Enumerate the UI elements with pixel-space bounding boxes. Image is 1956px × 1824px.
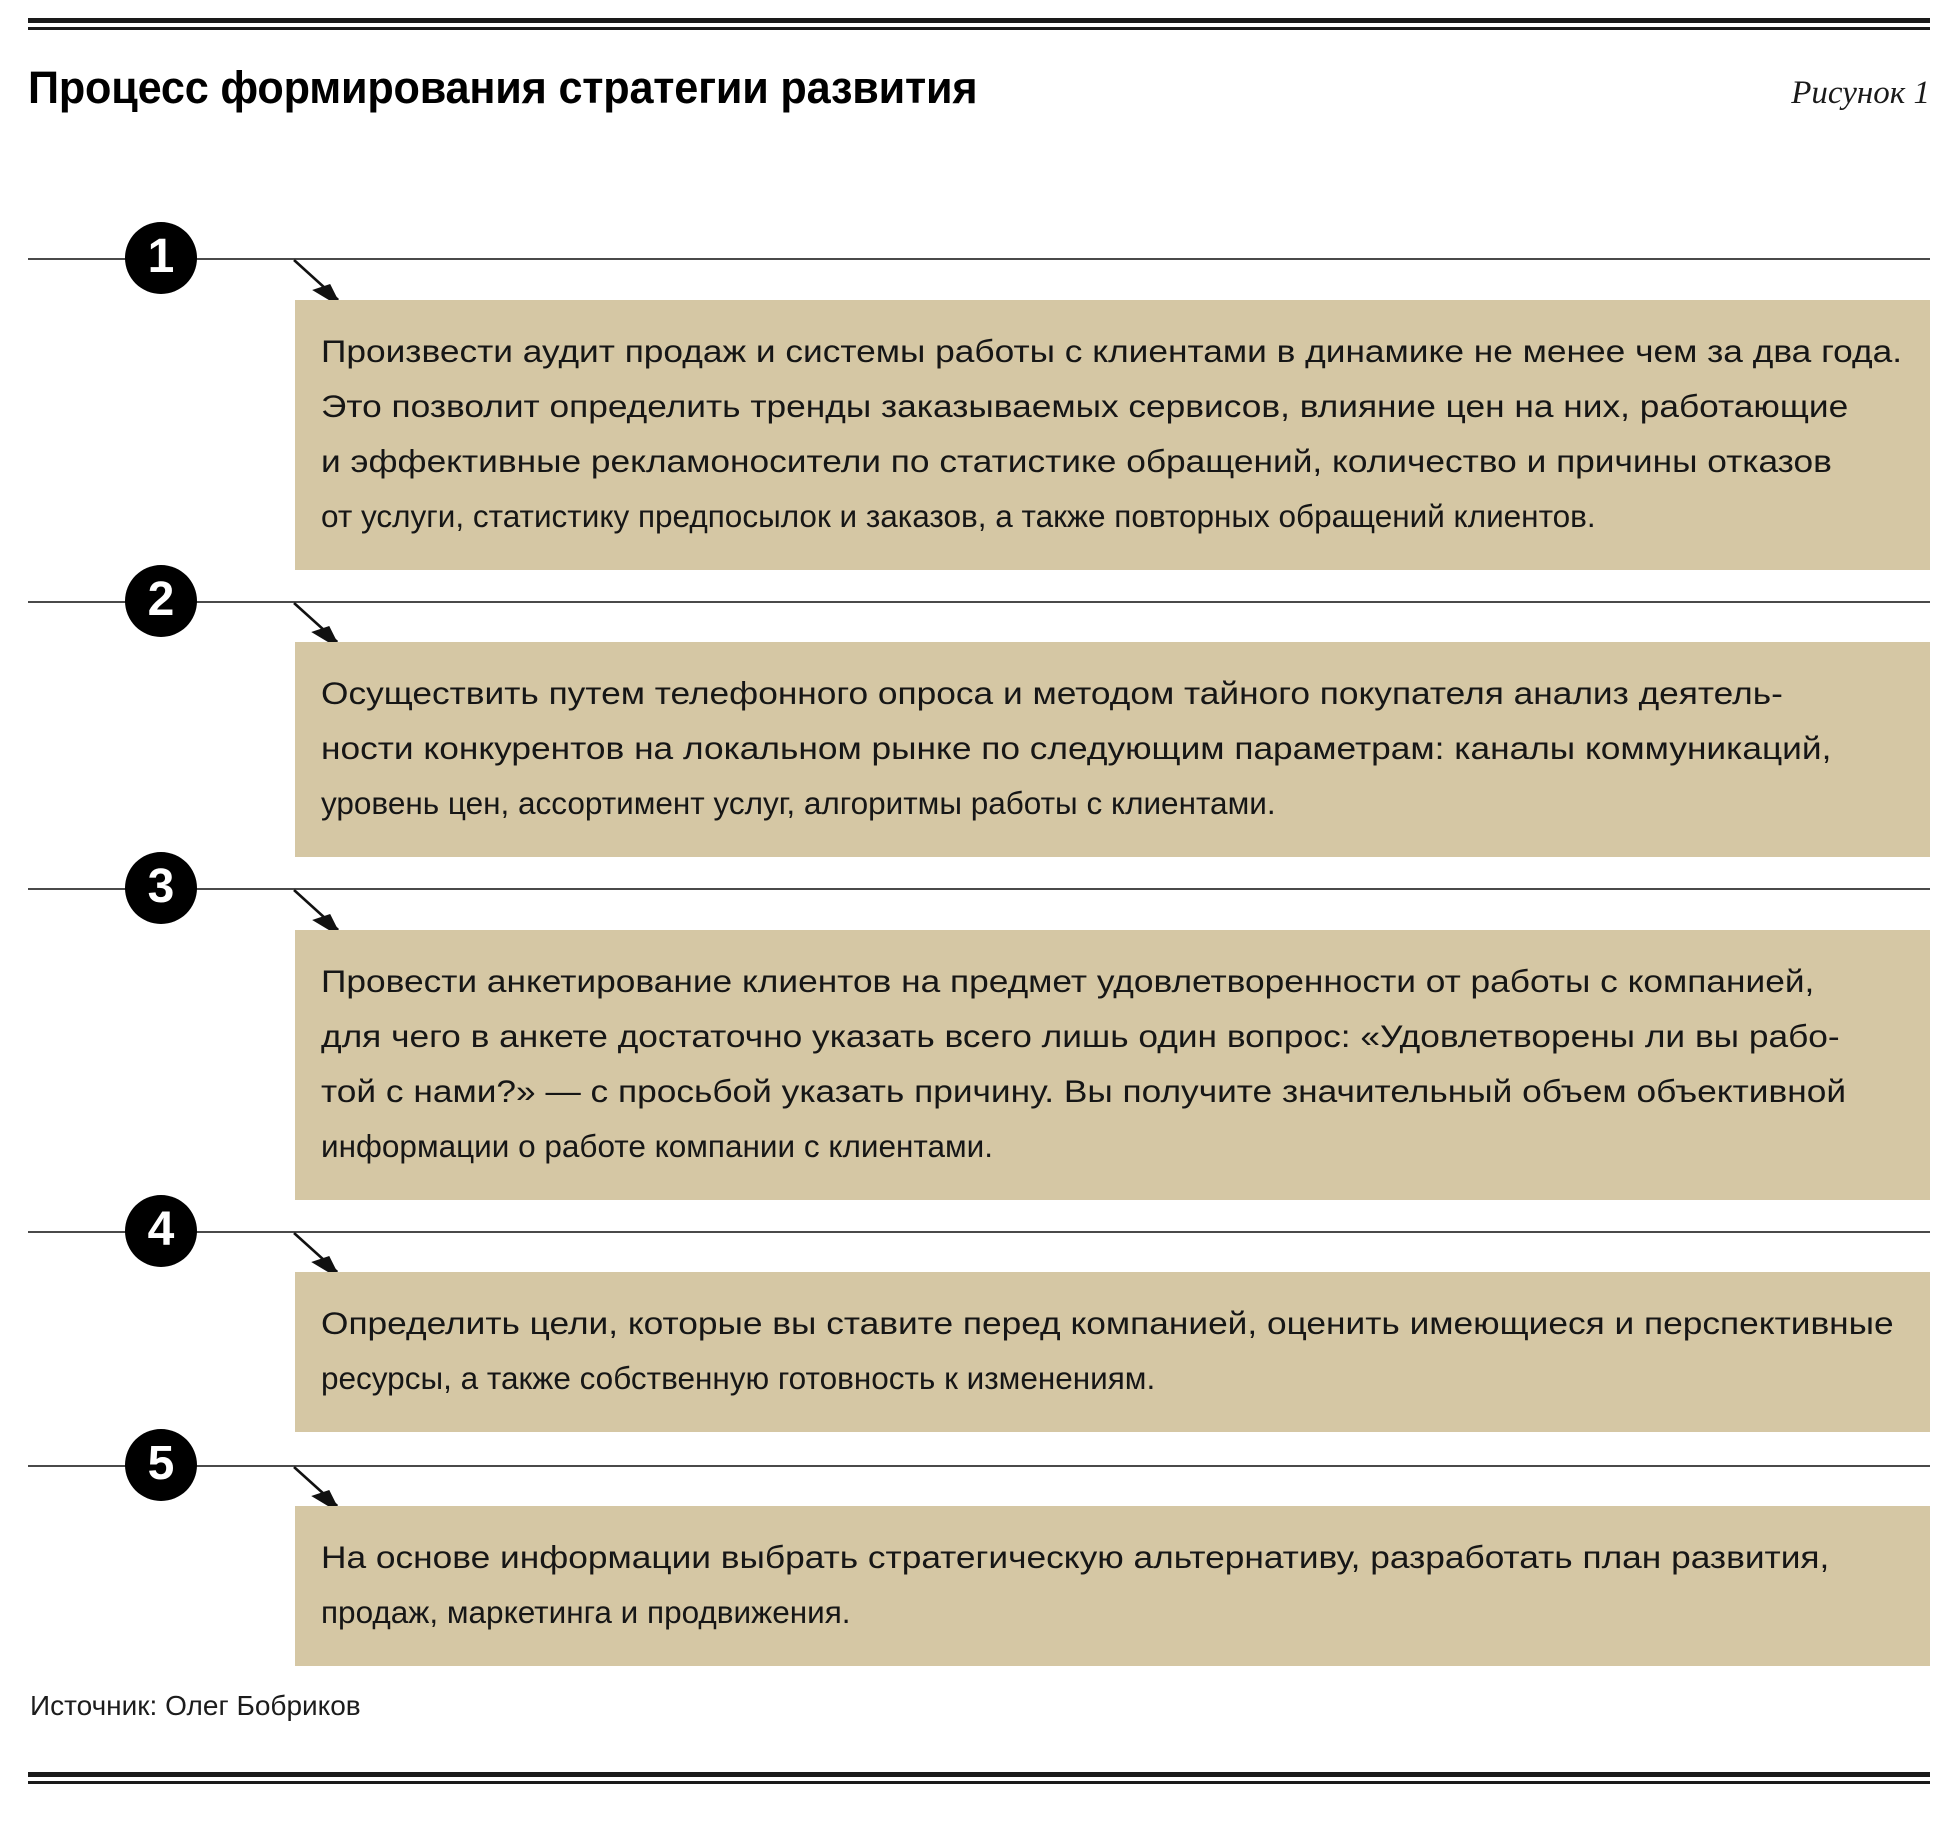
step-description-text — [321, 324, 1904, 544]
step-number-badge — [125, 565, 197, 637]
step-text-line: Провести анкетирование клиентов на предмет удовлетворенности от работы с компанией, — [321, 963, 1815, 999]
step-description-text — [321, 1296, 1904, 1406]
source-note: Источник: Олег Бобриков — [30, 1690, 361, 1721]
step-description-box — [295, 1506, 1930, 1666]
step-text-line: Определить цели, которые вы ставите перед компанией, оценить имеющиеся и перспективные — [321, 1305, 1894, 1341]
step-text-line: и эффективные рекламоносители по статистике обращений, количество и причины отказов — [321, 443, 1832, 479]
step-number-label: 3 — [147, 860, 175, 913]
step-text-line: Произвести аудит продаж и системы работы с клиентами в динамике не менее чем за два года. — [321, 333, 1903, 369]
step-number-label: 1 — [147, 230, 175, 283]
figure-label: Рисунок 1 — [1791, 75, 1930, 111]
step-description-box — [295, 642, 1930, 857]
step-text-line: уровень цен, ассортимент услуг, алгоритмы работы с клиентами. — [321, 785, 1276, 821]
page-title: Процесс формирования стратегии развития — [28, 62, 978, 113]
step-description-box — [295, 930, 1930, 1200]
step-description-text — [321, 666, 1904, 831]
step-text-line: Осуществить путем телефонного опроса и методом тайного покупателя анализ деятель- — [321, 675, 1783, 711]
step-text-line: На основе информации выбрать стратегическую альтернативу, разработать план развития, — [321, 1539, 1830, 1575]
step-text-line: продаж, маркетинга и продвижения. — [321, 1594, 851, 1630]
bottom-double-rule — [28, 1772, 1930, 1784]
step-text-line: ности конкурентов на локальном рынке по следующим параметрам: каналы коммуникаций, — [321, 730, 1832, 766]
step-number-badge — [125, 1429, 197, 1501]
step-text-line: от услуги, статистику предпосылок и заказов, а также повторных обращений клиентов. — [321, 498, 1596, 534]
step-number-label: 2 — [147, 573, 175, 626]
step-text-line: той с нами?» — с просьбой указать причину. Вы получите значительный объем объективной — [321, 1073, 1847, 1109]
step-text-line: ресурсы, а также собственную готовность к изменениям. — [321, 1360, 1156, 1396]
step-number-badge — [125, 1195, 197, 1267]
step-number-badge — [125, 222, 197, 294]
step-number-label: 5 — [147, 1437, 175, 1490]
step-description-box — [295, 300, 1930, 570]
step-number-badge — [125, 852, 197, 924]
step-text-line: Это позволит определить тренды заказываемых сервисов, влияние цен на них, работающие — [321, 388, 1849, 424]
step-text-line: информации о работе компании с клиентами. — [321, 1128, 993, 1164]
step-description-text — [321, 1530, 1904, 1640]
step-description-box — [295, 1272, 1930, 1432]
step-number-label: 4 — [147, 1203, 175, 1256]
step-text-line: для чего в анкете достаточно указать всего лишь один вопрос: «Удовлетворены ли вы рабо- — [321, 1018, 1840, 1054]
step-description-text — [321, 954, 1904, 1174]
bottom-rule-thin — [28, 1781, 1930, 1784]
